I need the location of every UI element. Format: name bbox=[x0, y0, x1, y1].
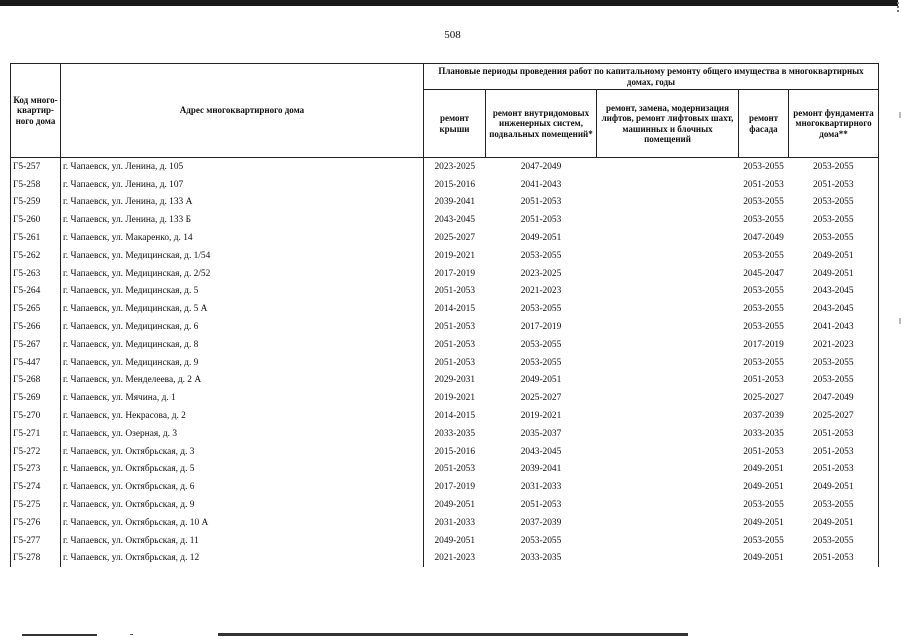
footnote-separator bbox=[22, 634, 97, 636]
building-code-cell: Г5-266 bbox=[11, 318, 61, 336]
elevator-period-cell bbox=[597, 372, 739, 390]
foundation-period-cell: 2053-2055 bbox=[789, 229, 879, 247]
systems-period-cell: 2047-2049 bbox=[520, 161, 562, 172]
elevator-period-cell bbox=[597, 194, 739, 212]
scan-top-border bbox=[0, 0, 898, 6]
roof-period-cell: 2029-2031 bbox=[424, 372, 486, 390]
facade-period-cell: 2053-2055 bbox=[743, 535, 784, 546]
table-row bbox=[11, 389, 879, 407]
roof-period-cell: 2051-2053 bbox=[424, 336, 486, 354]
header-foundation-repair: ремонт фундамента многоквартирного дома** bbox=[789, 90, 879, 158]
foundation-period-cell: 2051-2053 bbox=[789, 176, 879, 194]
roof-period-cell: 2049-2051 bbox=[424, 496, 486, 514]
facade-period-cell: 2051-2053 bbox=[743, 446, 784, 457]
foundation-period-cell: 2051-2053 bbox=[789, 443, 879, 461]
foundation-period-cell: 2047-2049 bbox=[789, 389, 879, 407]
elevator-period-cell bbox=[597, 300, 739, 318]
systems-period-cell: 2053-2055 bbox=[520, 339, 562, 350]
roof-period-cell: 2019-2021 bbox=[424, 247, 486, 265]
roof-period-cell: 2051-2053 bbox=[424, 461, 486, 479]
scan-edge-mark bbox=[897, 2, 901, 12]
systems-period-cell: 2053-2055 bbox=[520, 357, 562, 368]
systems-period-cell: 2031-2033 bbox=[520, 482, 562, 493]
systems-period-cell: 2053-2055 bbox=[520, 304, 562, 315]
systems-period-cell: 2023-2025 bbox=[520, 268, 562, 279]
address-cell: г. Чапаевск, ул. Медицинская, д. 2/52 bbox=[61, 265, 424, 283]
header-systems-repair: ремонт внутридомовых инженерных систем, подвальных помещений* bbox=[486, 90, 597, 158]
address-cell: г. Чапаевск, ул. Медицинская, д. 1/54 bbox=[61, 247, 424, 265]
systems-period-cell: 2051-2053 bbox=[520, 215, 562, 226]
foundation-period-cell: 2049-2051 bbox=[789, 247, 879, 265]
facade-period-cell: 2053-2055 bbox=[743, 322, 784, 333]
foundation-period-cell: 2049-2051 bbox=[789, 514, 879, 532]
address-cell: г. Чапаевск, ул. Ленина, д. 133 А bbox=[61, 194, 424, 212]
roof-period-cell: 2033-2035 bbox=[424, 425, 486, 443]
foundation-period-cell: 2051-2053 bbox=[789, 425, 879, 443]
address-cell: г. Чапаевск, ул. Октябрьская, д. 5 bbox=[61, 461, 424, 479]
systems-period-cell: 2037-2039 bbox=[520, 517, 562, 528]
roof-period-cell: 2051-2053 bbox=[424, 354, 486, 372]
facade-period-cell: 2053-2055 bbox=[743, 161, 784, 172]
table-row bbox=[11, 300, 879, 318]
facade-period-cell: 2033-2035 bbox=[743, 428, 784, 439]
address-cell: г. Чапаевск, ул. Медицинская, д. 5 bbox=[61, 283, 424, 301]
scan-edge-mark bbox=[899, 112, 901, 118]
address-cell: г. Чапаевск, ул. Озерная, д. 3 bbox=[61, 425, 424, 443]
facade-period-cell: 2053-2055 bbox=[743, 357, 784, 368]
facade-period-cell: 2045-2047 bbox=[743, 268, 784, 279]
systems-period-cell: 2033-2035 bbox=[520, 553, 562, 564]
table-row bbox=[11, 229, 879, 247]
building-code-cell: Г5-258 bbox=[11, 176, 61, 194]
roof-period-cell: 2015-2016 bbox=[424, 176, 486, 194]
address-cell: г. Чапаевск, ул. Октябрьская, д. 6 bbox=[61, 478, 424, 496]
facade-period-cell: 2017-2019 bbox=[743, 339, 784, 350]
roof-period-cell: 2015-2016 bbox=[424, 443, 486, 461]
facade-period-cell: 2051-2053 bbox=[743, 375, 784, 386]
header-roof-repair: ремонт крыши bbox=[424, 90, 486, 158]
systems-period-cell: 2019-2021 bbox=[520, 411, 562, 422]
building-code-cell: Г5-269 bbox=[11, 389, 61, 407]
table-row bbox=[11, 550, 879, 568]
elevator-period-cell bbox=[597, 425, 739, 443]
facade-period-cell: 2037-2039 bbox=[743, 411, 784, 422]
address-cell: г. Чапаевск, ул. Медицинская, д. 8 bbox=[61, 336, 424, 354]
elevator-period-cell bbox=[597, 336, 739, 354]
foundation-period-cell: 2053-2055 bbox=[789, 372, 879, 390]
elevator-period-cell bbox=[597, 389, 739, 407]
facade-period-cell: 2053-2055 bbox=[743, 304, 784, 315]
roof-period-cell: 2039-2041 bbox=[424, 194, 486, 212]
table-row bbox=[11, 461, 879, 479]
foundation-period-cell: 2025-2027 bbox=[789, 407, 879, 425]
elevator-period-cell bbox=[597, 229, 739, 247]
roof-period-cell: 2017-2019 bbox=[424, 265, 486, 283]
header-address: Адрес многоквартирного дома bbox=[61, 64, 424, 158]
building-code-cell: Г5-277 bbox=[11, 532, 61, 550]
building-code-cell: Г5-262 bbox=[11, 247, 61, 265]
elevator-period-cell bbox=[597, 283, 739, 301]
roof-period-cell: 2051-2053 bbox=[424, 283, 486, 301]
systems-period-cell: 2021-2023 bbox=[520, 286, 562, 297]
foundation-period-cell: 2053-2055 bbox=[789, 532, 879, 550]
systems-period-cell: 2051-2053 bbox=[520, 500, 562, 511]
systems-period-cell: 2049-2051 bbox=[520, 375, 562, 386]
table-row bbox=[11, 247, 879, 265]
table-body bbox=[11, 158, 879, 568]
elevator-period-cell bbox=[597, 550, 739, 568]
facade-period-cell: 2053-2055 bbox=[743, 197, 784, 208]
roof-period-cell: 2014-2015 bbox=[424, 300, 486, 318]
address-cell: г. Чапаевск, ул. Октябрьская, д. 10 А bbox=[61, 514, 424, 532]
address-cell: г. Чапаевск, ул. Макаренко, д. 14 bbox=[61, 229, 424, 247]
header-elevator-repair: ремонт, замена, модернизация лифтов, ремонт лифтовых шахт, машинных и блочных помещений bbox=[597, 90, 739, 158]
address-cell: г. Чапаевск, ул. Ленина, д. 105 bbox=[61, 158, 424, 176]
address-cell: г. Чапаевск, ул. Октябрьская, д. 9 bbox=[61, 496, 424, 514]
systems-period-cell: 2025-2027 bbox=[520, 393, 562, 404]
elevator-period-cell bbox=[597, 514, 739, 532]
building-code-cell: Г5-447 bbox=[11, 354, 61, 372]
facade-period-cell: 2049-2051 bbox=[743, 464, 784, 475]
elevator-period-cell bbox=[597, 265, 739, 283]
building-code-cell: Г5-278 bbox=[11, 550, 61, 568]
table-row bbox=[11, 514, 879, 532]
header-facade-repair: ремонт фасада bbox=[739, 90, 789, 158]
elevator-period-cell bbox=[597, 211, 739, 229]
building-code-cell: Г5-268 bbox=[11, 372, 61, 390]
elevator-period-cell bbox=[597, 443, 739, 461]
elevator-period-cell bbox=[597, 478, 739, 496]
roof-period-cell: 2019-2021 bbox=[424, 389, 486, 407]
address-cell: г. Чапаевск, ул. Мячина, д. 1 bbox=[61, 389, 424, 407]
systems-period-cell: 2053-2055 bbox=[520, 250, 562, 261]
building-code-cell: Г5-261 bbox=[11, 229, 61, 247]
elevator-period-cell bbox=[597, 247, 739, 265]
table-row bbox=[11, 425, 879, 443]
elevator-period-cell bbox=[597, 496, 739, 514]
elevator-period-cell bbox=[597, 176, 739, 194]
roof-period-cell: 2043-2045 bbox=[424, 211, 486, 229]
facade-period-cell: 2047-2049 bbox=[743, 233, 784, 244]
foundation-period-cell: 2043-2045 bbox=[789, 300, 879, 318]
header-building-code: Код много-квартир-ного дома bbox=[11, 64, 61, 158]
address-cell: г. Чапаевск, ул. Октябрьская, д. 3 bbox=[61, 443, 424, 461]
building-code-cell: Г5-274 bbox=[11, 478, 61, 496]
foundation-period-cell: 2053-2055 bbox=[789, 194, 879, 212]
elevator-period-cell bbox=[597, 532, 739, 550]
table-row bbox=[11, 443, 879, 461]
roof-period-cell: 2017-2019 bbox=[424, 478, 486, 496]
address-cell: г. Чапаевск, ул. Ленина, д. 133 Б bbox=[61, 211, 424, 229]
building-code-cell: Г5-275 bbox=[11, 496, 61, 514]
table-row bbox=[11, 194, 879, 212]
table-row bbox=[11, 211, 879, 229]
roof-period-cell: 2049-2051 bbox=[424, 532, 486, 550]
roof-period-cell: 2031-2033 bbox=[424, 514, 486, 532]
foundation-period-cell: 2049-2051 bbox=[789, 265, 879, 283]
table-row bbox=[11, 372, 879, 390]
building-code-cell: Г5-257 bbox=[11, 158, 61, 176]
systems-period-cell: 2035-2037 bbox=[520, 428, 562, 439]
table-row bbox=[11, 532, 879, 550]
address-cell: г. Чапаевск, ул. Медицинская, д. 5 А bbox=[61, 300, 424, 318]
building-code-cell: Г5-264 bbox=[11, 283, 61, 301]
elevator-period-cell bbox=[597, 354, 739, 372]
table-row bbox=[11, 478, 879, 496]
building-code-cell: Г5-272 bbox=[11, 443, 61, 461]
address-cell: г. Чапаевск, ул. Медицинская, д. 6 bbox=[61, 318, 424, 336]
foundation-period-cell: 2053-2055 bbox=[789, 158, 879, 176]
table-row bbox=[11, 176, 879, 194]
systems-period-cell: 2043-2045 bbox=[520, 446, 562, 457]
systems-period-cell: 2051-2053 bbox=[520, 197, 562, 208]
foundation-period-cell: 2041-2043 bbox=[789, 318, 879, 336]
table-row bbox=[11, 283, 879, 301]
facade-period-cell: 2025-2027 bbox=[743, 393, 784, 404]
systems-period-cell: 2041-2043 bbox=[520, 179, 562, 190]
address-cell: г. Чапаевск, ул. Некрасова, д. 2 bbox=[61, 407, 424, 425]
foundation-period-cell: 2051-2053 bbox=[789, 550, 879, 568]
systems-period-cell: 2039-2041 bbox=[520, 464, 562, 475]
facade-period-cell: 2053-2055 bbox=[743, 286, 784, 297]
elevator-period-cell bbox=[597, 461, 739, 479]
repair-schedule-table bbox=[10, 63, 879, 567]
page-number: 508 bbox=[444, 29, 461, 41]
header-planned-periods: Плановые периоды проведения работ по капитальному ремонту общего имущества в многоквартирных домах, годы bbox=[424, 64, 879, 90]
page-bottom-rule bbox=[218, 633, 688, 636]
building-code-cell: Г5-259 bbox=[11, 194, 61, 212]
systems-period-cell: 2017-2019 bbox=[520, 322, 562, 333]
building-code-cell: Г5-263 bbox=[11, 265, 61, 283]
foundation-period-cell: 2053-2055 bbox=[789, 211, 879, 229]
foundation-period-cell: 2021-2023 bbox=[789, 336, 879, 354]
table-row bbox=[11, 407, 879, 425]
roof-period-cell: 2021-2023 bbox=[424, 550, 486, 568]
address-cell: г. Чапаевск, ул. Ленина, д. 107 bbox=[61, 176, 424, 194]
table-row bbox=[11, 354, 879, 372]
address-cell: г. Чапаевск, ул. Медицинская, д. 9 bbox=[61, 354, 424, 372]
facade-period-cell: 2053-2055 bbox=[743, 215, 784, 226]
facade-period-cell: 2053-2055 bbox=[743, 500, 784, 511]
scan-artifact bbox=[130, 634, 133, 635]
facade-period-cell: 2049-2051 bbox=[743, 517, 784, 528]
foundation-period-cell: 2049-2051 bbox=[789, 478, 879, 496]
table-row bbox=[11, 318, 879, 336]
roof-period-cell: 2023-2025 bbox=[424, 158, 486, 176]
facade-period-cell: 2049-2051 bbox=[743, 482, 784, 493]
foundation-period-cell: 2051-2053 bbox=[789, 461, 879, 479]
table-row bbox=[11, 265, 879, 283]
table-row bbox=[11, 496, 879, 514]
foundation-period-cell: 2053-2055 bbox=[789, 496, 879, 514]
building-code-cell: Г5-265 bbox=[11, 300, 61, 318]
building-code-cell: Г5-270 bbox=[11, 407, 61, 425]
address-cell: г. Чапаевск, ул. Октябрьская, д. 11 bbox=[61, 532, 424, 550]
foundation-period-cell: 2043-2045 bbox=[789, 283, 879, 301]
table-row bbox=[11, 158, 879, 176]
facade-period-cell: 2051-2053 bbox=[743, 179, 784, 190]
foundation-period-cell: 2053-2055 bbox=[789, 354, 879, 372]
address-cell: г. Чапаевск, ул. Менделеева, д. 2 А bbox=[61, 372, 424, 390]
table-row bbox=[11, 336, 879, 354]
building-code-cell: Г5-260 bbox=[11, 211, 61, 229]
elevator-period-cell bbox=[597, 158, 739, 176]
systems-period-cell: 2053-2055 bbox=[520, 535, 562, 546]
elevator-period-cell bbox=[597, 318, 739, 336]
elevator-period-cell bbox=[597, 407, 739, 425]
address-cell: г. Чапаевск, ул. Октябрьская, д. 12 bbox=[61, 550, 424, 568]
building-code-cell: Г5-276 bbox=[11, 514, 61, 532]
building-code-cell: Г5-273 bbox=[11, 461, 61, 479]
facade-period-cell: 2049-2051 bbox=[743, 553, 784, 564]
building-code-cell: Г5-267 bbox=[11, 336, 61, 354]
roof-period-cell: 2051-2053 bbox=[424, 318, 486, 336]
building-code-cell: Г5-271 bbox=[11, 425, 61, 443]
scan-edge-mark bbox=[899, 318, 901, 324]
systems-period-cell: 2049-2051 bbox=[520, 233, 562, 244]
roof-period-cell: 2014-2015 bbox=[424, 407, 486, 425]
roof-period-cell: 2025-2027 bbox=[424, 229, 486, 247]
facade-period-cell: 2053-2055 bbox=[743, 250, 784, 261]
